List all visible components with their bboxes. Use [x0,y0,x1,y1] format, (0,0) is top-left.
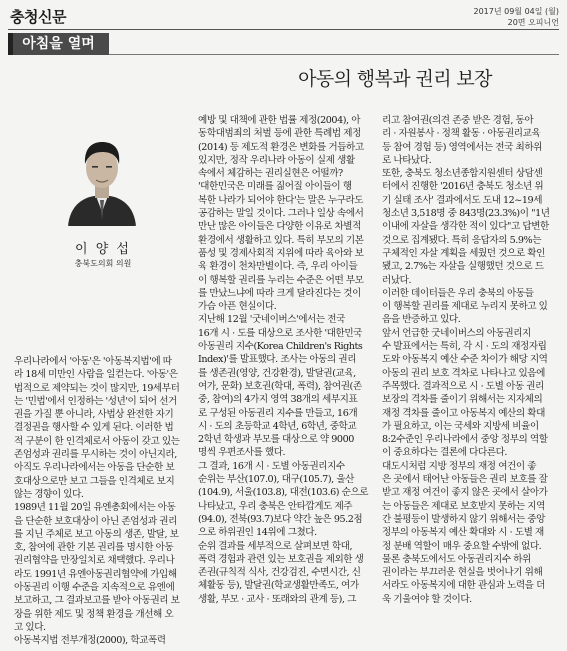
article-text-line: 장을 위한 제도 및 정책 환경을 개선해 오 [14,608,174,620]
article-text-line: (2014) 등 제도적 환경은 변화를 거듭하고 [198,141,364,153]
article-text-line: 보고하고, 그 결과보고를 받아 아동권리 보 [14,595,180,607]
article-text-line: 아직도 우리나라에서는 아동을 단순한 보 [14,462,175,474]
article-text-line: 구체적인 자살 계획을 세웠던 것으로 확인 [382,247,545,259]
article-text-line: 를 지닌 주체로 보고 아동의 생존, 발달, 보 [14,528,179,540]
article-text-line: 기 실태 조사' 결과에서도 도내 12~19세 [382,194,543,206]
section-label-text: 아침을 열며 [22,36,95,52]
article-text-line: 지난해 12월 '굿네이버스'에서는 전국 [198,314,345,326]
article-text-line: 앞서 언급한 굿네이버스의 아동권리지 [382,327,531,339]
article-text-line: 여가, 문화) 보호권(학대, 폭력), 참여권(존 [198,380,362,392]
article-text-line: 은 곳에서 태어난 아동들은 권리 보호를 잘 [382,474,548,486]
article-text-line: 아동권리 이행 수준을 지속적으로 유엔에 [14,582,175,594]
article-text-line: '대한민국은 미래를 짊어질 아이들이 행 [198,181,352,193]
article-text-line: 육 환경이 천차만별이다. 즉, 우리 아이들 [198,261,358,273]
article-column-2 [198,114,373,606]
article-text-line: 대도시처럼 지방 정부의 재정 여건이 좋 [382,460,537,472]
article-text-line: 는 아동들은 제대로 보호받지 못하는 지역 [382,500,545,512]
article-text-line: 고 있다. [14,621,46,633]
article-text-line: 체활동 등), 발달권(학교생활만족도, 여가 [198,580,359,592]
author-title: 충북도의회 의원 [74,259,132,268]
article-text-line: 호대상으로만 보고 그들을 인격체로 보지 [14,475,175,487]
article-text-line: 생활, 부모 · 교사 · 또래와의 관계 등), 그 [198,593,356,605]
article-text-line: 도와 아동복지 예산 수준 차이가 해당 지역 [382,354,548,366]
article-text-line: 권이라는 부끄러운 현실을 벗어나기 위해 [382,567,543,579]
article-text-line: 아동복지법 전부개정(2000), 학교폭력 [14,635,166,647]
section-label [8,33,109,55]
article-text-line: 환경에서 생활하고 있다. 특히 부모의 기본 [198,234,364,246]
article-text-line: 존권(규칙적 식사, 건강검진, 수면시간, 신 [198,567,361,579]
page-info: 20면 오피니언 [507,18,559,27]
article-text-line: 적 구분이 한 인격체로서 아동이 갖고 있는 [14,435,180,447]
article-text-line: 청소년 3,518명 중 843명(23.3%)이 "1년 [382,208,550,220]
article-text-line: 8:2수준인 우리나라에서 중앙 정부의 역할 [382,434,548,446]
article-text-line: 시 · 도의 초등학교 4학년, 6학년, 중학교 [198,420,357,432]
article-text-line: 품성 및 경제사회적 지위에 따라 육아와 보 [198,247,364,259]
article-text-line: 존엄성과 권리를 무시하는 것이 아닌지라, [14,449,177,461]
article-text-line: 로 구성된 아동권리 지수를 만들고, 16개 [198,407,358,419]
article-text-line: 16개 시 · 도를 대상으로 조사한 '대한민국 [198,327,362,339]
article-text-line: 명씩 우편조사를 했다. [198,447,286,459]
article-text-line: 라도 1991년 유엔아동권리협약에 가입해 [14,568,177,580]
article-column-1 [14,355,190,648]
article-text-line: 동학대범죄의 처벌 등에 관한 특례법 제정 [198,128,361,140]
article-text-line: 중, 참여)의 4가지 영역 38개의 세부지표 [198,394,358,406]
article-column-3 [382,114,558,606]
article-text-line: 터에서 진행한 '2016년 충북도 청소년 위 [382,181,544,193]
article-text-line: 않는 경향이 있다. [14,488,84,500]
article-text-line: 를 만났느냐에 따라 크게 달라진다는 것이 [198,287,361,299]
author-portrait-image [64,130,140,226]
section-label-bar [8,33,13,55]
article-text-line: 받고 재정 여건이 좋지 않은 곳에서 살아가 [382,487,548,499]
article-text-line: 로 나타났다. [382,154,432,166]
article-text-line: 속에서 체감하는 권리실현은 어떨까? [198,168,343,180]
article-text-line: 복한 나라가 되어야 한다'는 말은 누구라도 [198,194,364,206]
article-text-line: 이러한 데이터들은 우리 충북의 아동들 [382,287,534,299]
article-text-line: 만난 많은 아이들은 다양한 이유로 차별적 [198,221,361,233]
article-text-line: 순위 결과를 세부적으로 살펴보면 학대, [198,540,353,552]
article-text-line: 그 결과, 16개 시 · 도별 아동권리지수 [198,460,345,472]
article-text-line: Index)'를 발표했다. 조사는 아동의 권리 [198,354,357,366]
article-text-line: (94.0), 전북(93.7)보다 약간 높은 95.2점 [198,513,363,525]
article-text-line: 순위는 부산(107.0), 대구(105.7), 울산 [198,474,354,486]
article-text-line: 아동의 권리 보호 격차로 나타나고 있음에 [382,367,545,379]
article-headline: 아동의 행복과 권리 보장 [298,68,492,90]
issue-date: 2017년 09월 04일 (월) [473,7,559,16]
article-text-line: 서라도 아동복지에 대한 관심과 노력을 더 [382,580,545,592]
article-text-line: 주목했다. 결과적으로 시 · 도별 아동 권리 [382,380,544,392]
article-text-line: 리고 참여권(의견 존중 받은 경험, 동아 [382,115,534,126]
article-text-line: 를 생존권(영양, 건강환경), 발달권(교육, [198,367,356,379]
article-text-line: 정부의 아동복지 예산 확대와 시 · 도별 재 [382,527,544,539]
article-text-line: 러났다. [382,274,412,286]
article-text-line: 우리나라에서 '아동'은 '아동복지법'에 따 [14,356,172,367]
article-text-line: 는 '민법'에서 인정하는 '성년'이 되어 선거 [14,395,177,407]
article-text-line: 수 발표에서는 특히, 각 시 · 도의 재정자립 [382,341,547,353]
article-text-line: 재정 격차를 줄이고 아동복지 예산의 확대 [382,407,545,419]
article-text-line: 음을 반증하고 있다. [382,314,461,326]
article-text-line: 또한, 충북도 청소년종합지원센터 상담센 [382,168,543,180]
article-text-line: 가슴 아픈 현실이다. [198,301,277,313]
article-text-line: 리 · 자원봉사 · 정책 활동 · 아동권리교육 [382,128,541,140]
article-text-line: 호, 참여에 관한 기본 권리를 명시한 아동 [14,542,174,554]
article-text-line: 라 18세 미만인 사람을 일컫는다. '아동'은 [14,369,178,381]
article-text-line: 아동권리 지수(Korea Children's Rights [198,341,363,353]
author-name: 이 양 섭 [75,242,131,257]
article-text-line: 이내에 자살을 생각한 적이 있다"고 답변한 [382,221,549,233]
article-text-line: 가 필요하고, 이는 국세와 지방세 비율이 [382,420,539,432]
article-text-line: 이 행복할 권리를 누리는 수준은 어떤 부모 [198,274,364,286]
newspaper-masthead: 충청신문 [10,8,66,26]
article-text-line: 정 분배 역할이 매우 중요할 수밖에 없다. [382,540,542,552]
article-text-line: 을 단순한 보호대상이 아닌 존엄성과 권리 [14,515,177,527]
article-text-line: 결정권을 행사할 수 있게 된다. 이러한 법 [14,422,174,434]
article-text-line: 이 행복할 권리를 제대로 누리지 못하고 있 [382,301,548,313]
date-info [473,6,559,28]
article-text-line: 있지만, 정작 우리나라 아동이 실제 생활 [198,154,355,166]
article-text-line: 예방 및 대책에 관한 법률 제정(2004), 아 [198,115,361,126]
article-text-line: 2학년 학생과 부모를 대상으로 약 9000 [198,434,354,446]
article-text-line: 됐고, 2.7%는 자살을 실행했던 것으로 드 [382,261,544,273]
article-text-line: 물론 충북도에서도 아동권리지수 하위 [382,553,531,565]
top-rule [8,29,559,30]
article-text-line: 권을 가질 뿐 아니라, 사법상 완전한 자기 [14,409,174,421]
article-text-line: 욱 기울여야 할 것이다. [382,593,472,605]
author-photo [64,130,140,226]
article-text-line: 것으로 집계됐다. 특히 응답자의 5.9%는 [382,234,542,246]
article-text-line: 나타났고, 우리 충북은 안타깝게도 제주 [198,500,353,512]
article-text-line: 보장의 격차를 줄이기 위해서는 지자체의 [382,394,543,406]
article-text-line: 법적으로 제약되는 것이 많지만, 19세부터 [14,382,180,394]
article-text-line: 공감하는 말일 것이다. 그러나 일상 속에서 [198,208,364,220]
article-text-line: 폭력 경험과 관련 있는 보호권을 제외한 생 [198,553,364,565]
article-text-line: 으로 하위권인 14위에 그쳤다. [198,527,317,539]
article-text-line: 간 불평등이 발생하지 않기 위해서는 중앙 [382,513,545,525]
article-text-line: 1989년 11월 20일 유엔총회에서는 아동 [14,502,176,514]
article-text-line: 권리협약을 만장일치로 채택했다. 우리나 [14,555,175,567]
article-text-line: 등 참여 경험 등) 영역에서는 전국 최하위 [382,141,542,153]
article-text-line: 이 중요하다는 결론에 다다른다. [382,447,508,459]
section-rule [109,54,559,55]
article-text-line: (104.9), 서울(103.8), 대전(103.6) 순으로 [198,487,369,499]
